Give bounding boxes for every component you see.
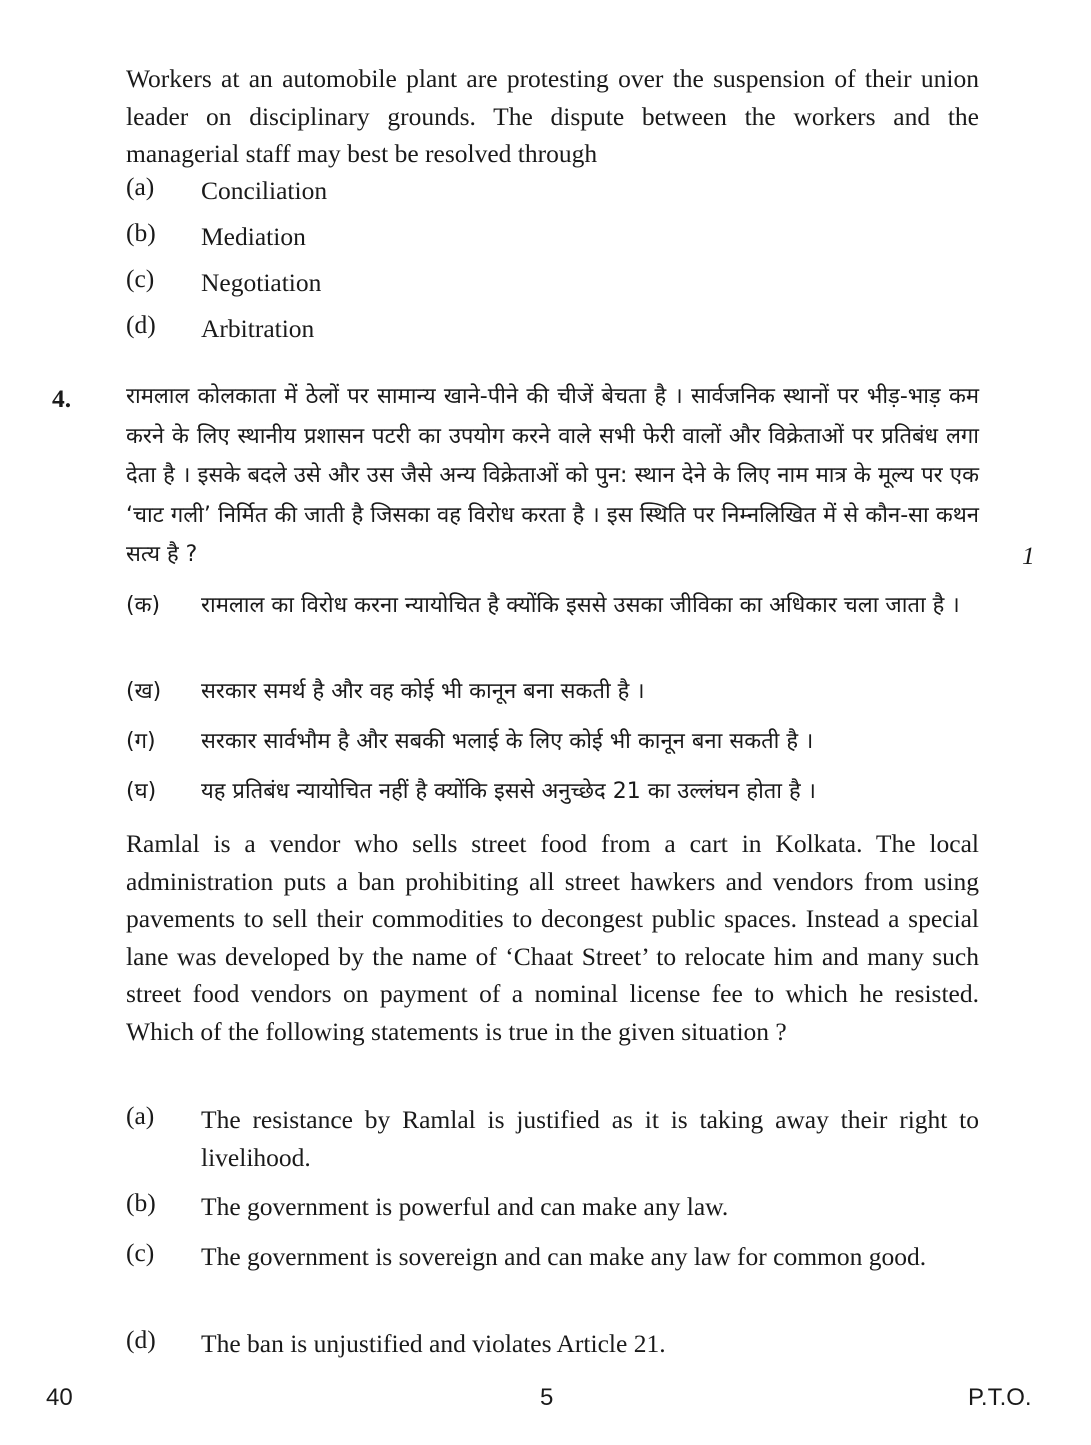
option-label: (a) bbox=[126, 172, 155, 201]
option-label: (ख) bbox=[126, 679, 162, 704]
option-label: (b) bbox=[126, 218, 156, 247]
option-label: (a) bbox=[126, 1101, 155, 1130]
option-text: सरकार सार्वभौम है और सबकी भलाई के लिए कोई भी कानून बना सकती है । bbox=[201, 729, 814, 754]
option-label: (ग) bbox=[126, 729, 156, 754]
option-text: Mediation bbox=[201, 222, 306, 251]
option-text: The government is powerful and can make any law. bbox=[201, 1192, 729, 1221]
option-text: The ban is unjustified and violates Article 21. bbox=[201, 1329, 666, 1358]
question-4-text-hindi: रामलाल कोलकाता में ठेलों पर सामान्य खाने-पीने की चीजें बेचता है । सार्वजनिक स्थानों पर भीड़-भाड़ कम करने के लिए स्थानीय प्रशासन पटरी का उपयोग करने वाले सभी फेरी वालों और विक्रेताओं पर प्रतिबंध लगा देता है । इसके बदले उसे और उस जैसे अन्य विक्रेताओं को पुन: स्थान देने के लिए नाम मात्र के मूल्य पर एक ‘चाट गली’ निर्मित की जाती है जिसका वह विरोध करता है । इस स्थिति पर निम्नलिखित में से कौन-सा कथन सत्य है ? bbox=[126, 384, 979, 567]
option-text: रामलाल का विरोध करना न्यायोचित है क्योंकि इससे उसका जीविका का अधिकार चला जाता है । bbox=[201, 593, 960, 618]
option-label: (क) bbox=[126, 593, 161, 618]
option-label: (d) bbox=[126, 1325, 156, 1354]
option-label: (c) bbox=[126, 1238, 155, 1267]
option-label: (c) bbox=[126, 264, 155, 293]
option-text: The government is sovereign and can make any law for common good. bbox=[201, 1242, 927, 1271]
footer-code: 40 bbox=[46, 1384, 73, 1411]
question-number: 4. bbox=[52, 384, 72, 413]
question-marks: 1 bbox=[1022, 541, 1035, 570]
question-4-text-english: Ramlal is a vendor who sells street food from a cart in Kolkata. The local administration puts a ban prohibiting all street hawkers and vendors from using pavements to sell their commodities to decongest public spaces. Instead a special lane was developed by the name of ‘Chaat Street’ to relocate him and many such street food vendors on payment of a nominal license fee to which he resisted. Which of the following statements is true in the given situation ? bbox=[126, 829, 979, 1046]
option-text: Conciliation bbox=[201, 176, 328, 205]
option-text: सरकार समर्थ है और वह कोई भी कानून बना सकती है । bbox=[201, 679, 645, 704]
option-text: यह प्रतिबंध न्यायोचित नहीं है क्योंकि इससे अनुच्छेद 21 का उल्लंघन होता है । bbox=[201, 779, 817, 804]
option-label: (d) bbox=[126, 310, 156, 339]
pto-label: P.T.O. bbox=[968, 1384, 1032, 1411]
question-3-text: Workers at an automobile plant are protesting over the suspension of their union leader on disciplinary grounds. The dispute between the workers and the managerial staff may best be resolved through bbox=[126, 64, 979, 168]
option-label: (घ) bbox=[126, 779, 157, 804]
option-text: The resistance by Ramlal is justified as it is taking away their right to livelihood. bbox=[201, 1105, 979, 1172]
option-label: (b) bbox=[126, 1188, 156, 1217]
option-text: Negotiation bbox=[201, 268, 322, 297]
option-text: Arbitration bbox=[201, 314, 315, 343]
page-number: 5 bbox=[540, 1384, 554, 1411]
